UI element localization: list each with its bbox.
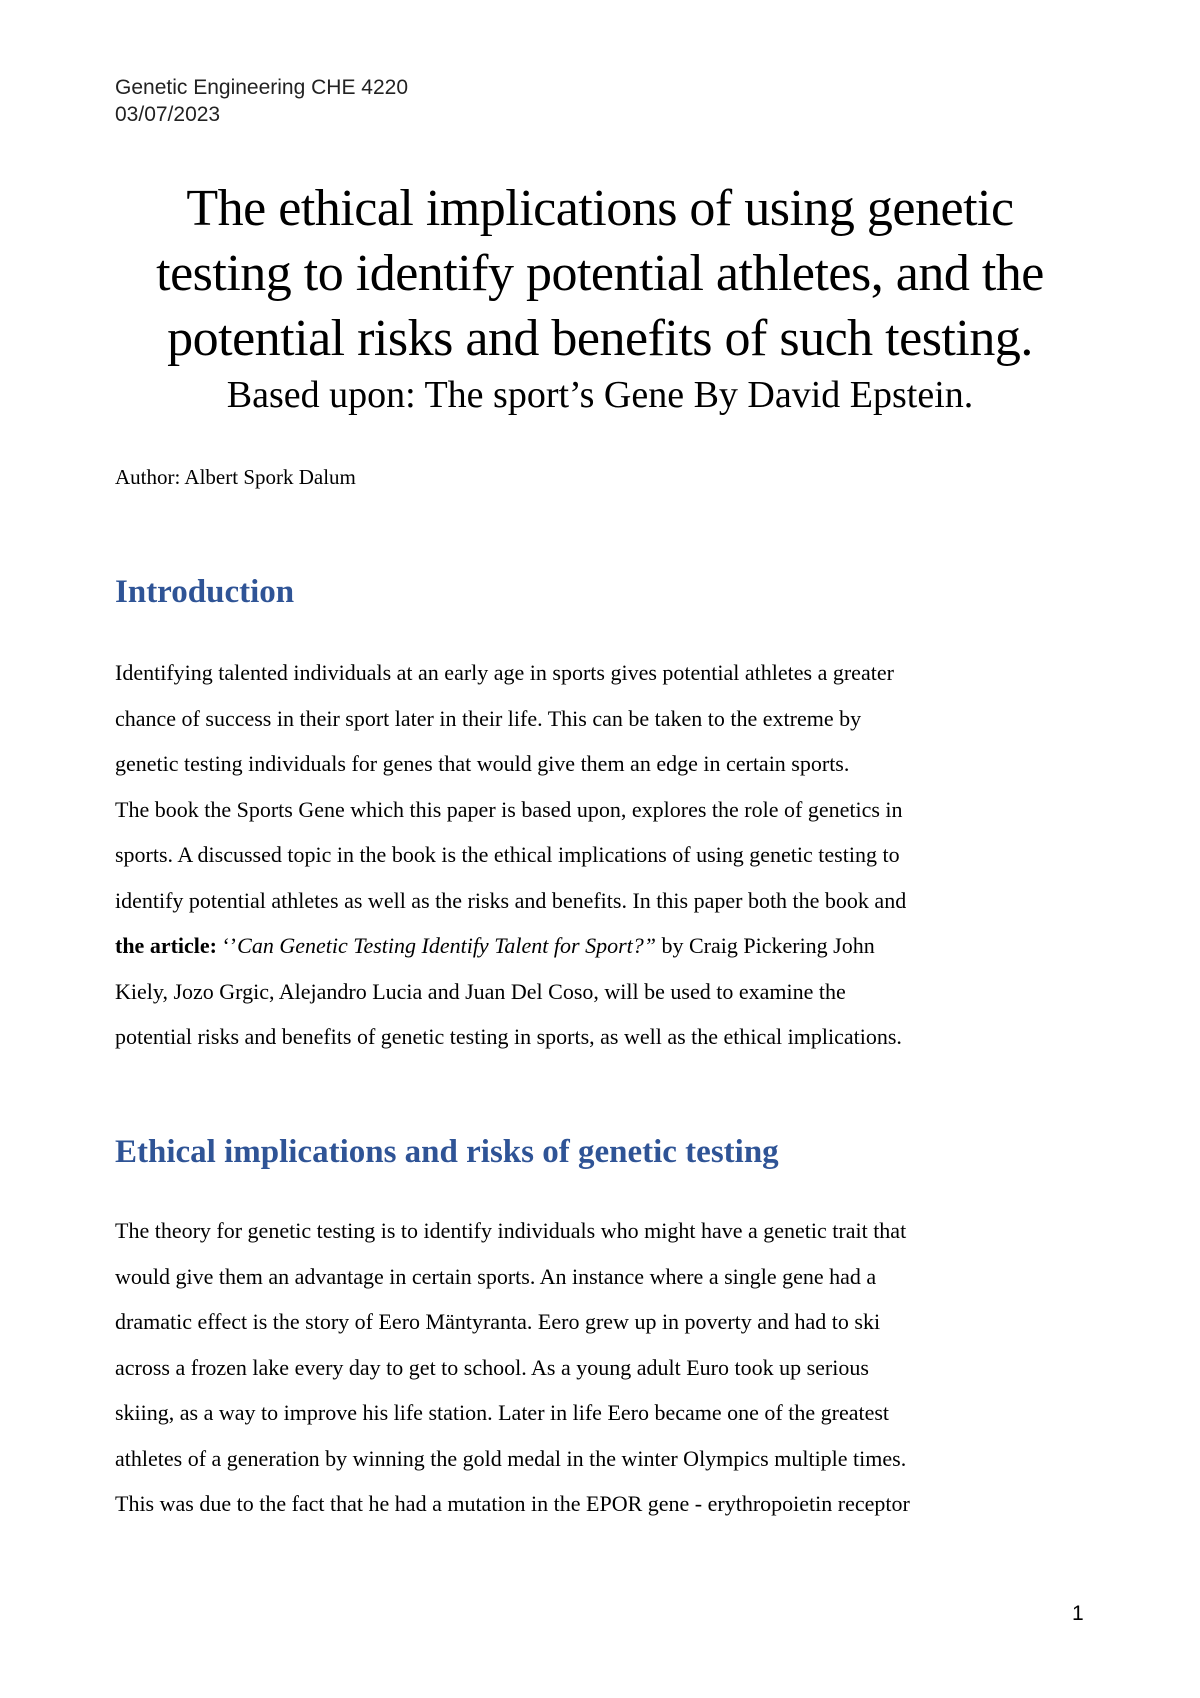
text-line: across a frozen lake every day to get to school. As a young adult Euro took up serious <box>115 1354 869 1380</box>
article-citation-line <box>115 923 1085 969</box>
author-line: Author: Albert Spork Dalum <box>115 465 356 489</box>
document-header <box>115 74 408 128</box>
text-line: potential risks and benefits of genetic testing in sports, as well as the ethical implications. <box>115 1024 902 1049</box>
title-line: The ethical implications of using genetic <box>186 180 1014 237</box>
text-line: dramatic effect is the story of Eero Mäntyranta. Eero grew up in poverty and had to ski <box>115 1309 881 1334</box>
document-date: 03/07/2023 <box>115 103 221 126</box>
article-title: Can Genetic Testing Identify Talent for Sport?” <box>237 933 656 958</box>
page-number: 1 <box>1072 1602 1084 1625</box>
text-line: sports. A discussed topic in the book is the ethical implications of using genetic testing to <box>115 842 900 867</box>
text-line: athletes of a generation by winning the gold medal in the winter Olympics multiple times. <box>115 1445 907 1471</box>
text-line: chance of success in their sport later in their life. This can be taken to the extreme by <box>115 705 862 731</box>
document-subtitle: Based upon: The sport’s Gene By David Epstein. <box>226 374 974 416</box>
text-line: identify potential athletes as well as the risks and benefits. In this paper both the book and <box>115 887 907 913</box>
text-line: genetic testing individuals for genes that would give them an edge in certain sports. <box>115 751 850 776</box>
quote-open: ‘’ <box>217 933 238 958</box>
text-line: Identifying talented individuals at an early age in sports gives potential athletes a greater <box>115 660 894 685</box>
section-heading-ethical-implications: Ethical implications and risks of genetic testing <box>115 1134 779 1170</box>
text-line: Kiely, Jozo Grgic, Alejandro Lucia and Juan Del Coso, will be used to examine the <box>115 978 846 1004</box>
course-label: Genetic Engineering CHE 4220 <box>115 76 409 99</box>
title-block <box>60 176 1140 419</box>
title-line: testing to identify potential athletes, and the <box>156 245 1044 302</box>
text-line: skiing, as a way to improve his life station. Later in life Eero became one of the greatest <box>115 1400 890 1425</box>
text-line: The theory for genetic testing is to identify individuals who might have a genetic trait that <box>115 1218 907 1243</box>
document-title <box>60 176 1140 371</box>
introduction-paragraph <box>115 650 1085 1060</box>
article-authors: by Craig Pickering John <box>655 933 875 958</box>
text-line: The book the Sports Gene which this paper is based upon, explores the role of genetics in <box>115 796 903 822</box>
text-line: This was due to the fact that he had a mutation in the EPOR gene - erythropoietin receptor <box>115 1491 910 1516</box>
title-line: potential risks and benefits of such testing. <box>167 310 1033 367</box>
article-label: the article: <box>115 933 217 958</box>
section-heading-introduction: Introduction <box>115 574 295 610</box>
text-line: would give them an advantage in certain sports. An instance where a single gene had a <box>115 1263 877 1289</box>
ethics-paragraph <box>115 1208 1085 1527</box>
